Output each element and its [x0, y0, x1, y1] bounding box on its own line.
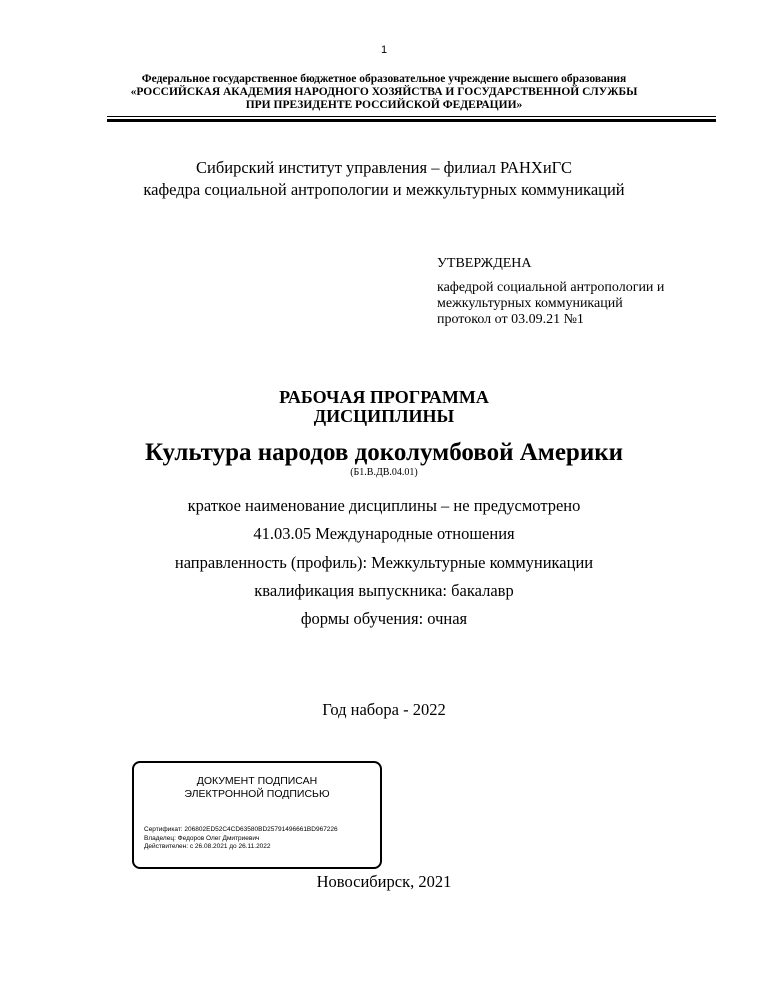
header-line-2: «РОССИЙСКАЯ АКАДЕМИЯ НАРОДНОГО ХОЗЯЙСТВА И ГОСУДАРСТВЕННОЙ СЛУЖБЫ: [130, 86, 638, 98]
signature-validity: Действителен: с 26.08.2021 до 26.11.2022: [144, 843, 271, 850]
header-line-1: Федеральное государственное бюджетное образовательное учреждение высшего образования: [141, 73, 627, 85]
discipline-title: Культура народов доколумбовой Америки: [144, 439, 624, 466]
approval-line-1: кафедрой социальной антропологии и: [437, 280, 665, 295]
enrollment-year: Год набора - 2022: [322, 700, 446, 719]
short-name: краткое наименование дисциплины – не предусмотрено: [187, 496, 581, 515]
approval-protocol: протокол от 03.09.21 №1: [437, 312, 584, 327]
signature-title-line-2: ЭЛЕКТРОННОЙ ПОДПИСЬЮ: [184, 788, 330, 800]
header-divider-thick: [107, 119, 716, 122]
city-year: Новосибирск, 2021: [316, 872, 452, 891]
signature-title-line-1: ДОКУМЕНТ ПОДПИСАН: [196, 775, 318, 787]
program-title-line-1: РАБОЧАЯ ПРОГРАММА: [279, 387, 489, 407]
signature-certificate: Сертификат: 206802ED52C4CD63580BD25791496661BD967226: [144, 826, 338, 833]
department-name: кафедра социальной антропологии и межкультурных коммуникаций: [143, 180, 625, 199]
header-line-3: ПРИ ПРЕЗИДЕНТЕ РОССИЙСКОЙ ФЕДЕРАЦИИ»: [245, 99, 523, 111]
study-forms: формы обучения: очная: [300, 609, 468, 628]
program-title-line-2: ДИСЦИПЛИНЫ: [313, 406, 455, 426]
qualification: квалификация выпускника: бакалавр: [254, 581, 514, 600]
institute-name: Сибирский институт управления – филиал РАНХиГС: [196, 158, 572, 177]
header-divider-thin: [107, 116, 716, 117]
signature-title: [134, 775, 380, 801]
page-number: 1: [380, 44, 388, 56]
approval-heading: УТВЕРЖДЕНА: [437, 256, 532, 271]
study-direction: 41.03.05 Международные отношения: [253, 524, 515, 543]
approval-line-2: межкультурных коммуникаций: [437, 296, 623, 311]
signature-owner: Владелец: Федоров Олег Дмитриевич: [144, 834, 260, 842]
study-profile: направленность (профиль): Межкультурные коммуникации: [174, 553, 594, 572]
discipline-code: (Б1.В.ДВ.04.01): [350, 467, 418, 478]
signature-details: [144, 826, 338, 852]
electronic-signature-stamp: [132, 761, 382, 869]
approval-block: [437, 256, 737, 328]
